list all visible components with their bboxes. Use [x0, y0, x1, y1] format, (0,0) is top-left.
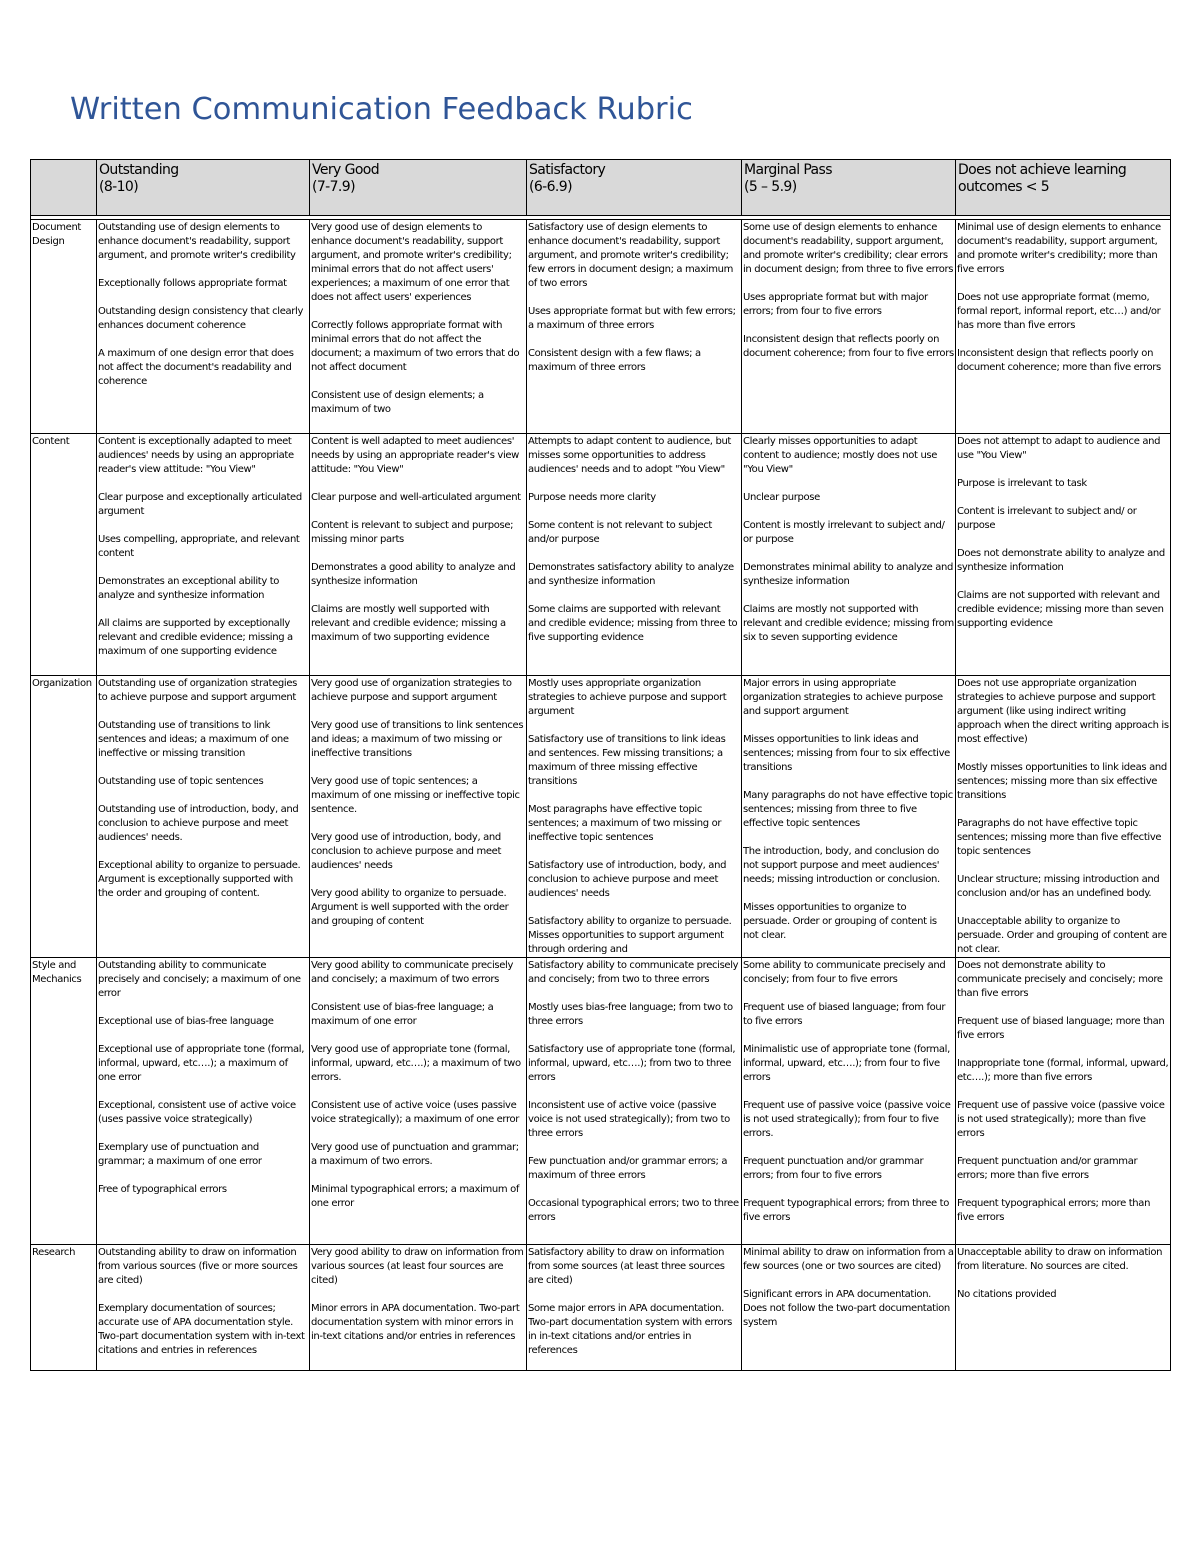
criterion-text: Many paragraphs do not have effective topic sentences; missing from three to five effective topic sentences [743, 790, 953, 829]
category-label: Style and Mechanics [32, 960, 82, 985]
level-name: Does not achieve learning outcomes < 5 [958, 162, 1127, 195]
criterion-text: Paragraphs do not have effective topic sentences; missing more than five effective topic sentences [957, 818, 1162, 857]
criterion-text: Few punctuation and/or grammar errors; a maximum of three errors [528, 1156, 728, 1181]
category-label: Document Design [32, 222, 82, 247]
criterion-text: Occasional typographical errors; two to three errors [528, 1198, 739, 1223]
criterion-text: Inappropriate tone (formal, informal, upward, etc….); more than five errors [957, 1058, 1169, 1083]
criterion-text: Very good ability to communicate precisely and concisely; a maximum of two errors [311, 960, 514, 985]
criterion-text: Some ability to communicate precisely and concisely; from four to five errors [743, 960, 946, 985]
criterion-text: Minor errors in APA documentation. Two-part documentation system with minor errors in in-text citations and/or entries in references [311, 1303, 520, 1342]
criterion-text: Outstanding design consistency that clearly enhances document coherence [98, 306, 304, 331]
level-name: Satisfactory [529, 162, 606, 178]
criterion-text: Outstanding ability to draw on information from various sources (five or more sources are cited) [98, 1247, 298, 1286]
criterion-text: Mostly uses bias-free language; from two to three errors [528, 1002, 733, 1027]
criterion-text: Exemplary documentation of sources; accurate use of APA documentation style. Two-part documentation system with in-text citations and entries in references [98, 1303, 305, 1356]
criterion-text: Satisfactory use of appropriate tone (formal, informal, upward, etc….); from two to three errors [528, 1044, 736, 1083]
criteria-list [311, 435, 525, 645]
criteria-list [98, 435, 308, 659]
level-name: Outstanding [99, 162, 179, 178]
criterion-text: Consistent design with a few flaws; a maximum of three errors [528, 348, 701, 373]
category-label: Content [32, 436, 70, 447]
criterion-text: Uses compelling, appropriate, and relevant content [98, 534, 300, 559]
criterion-text: Content is exceptionally adapted to meet audiences' needs by using an appropriate reader's view attitude: "You View" [98, 436, 294, 475]
criterion-text: Content is well adapted to meet audiences' needs by using an appropriate reader's view attitude: "You View" [311, 436, 520, 475]
criterion-text: Demonstrates an exceptional ability to analyze and synthesize information [98, 576, 280, 601]
criterion-text: Does not use appropriate format (memo, formal report, informal report, etc…) and/or has more than five errors [957, 292, 1161, 331]
category-cell [31, 1245, 97, 1371]
criterion-text: Outstanding use of design elements to enhance document's readability, support argument, and promote writer's credibility [98, 222, 296, 261]
criterion-text: Free of typographical errors [98, 1184, 227, 1195]
criterion-text: Minimal typographical errors; a maximum of one error [311, 1184, 520, 1209]
criteria-cell-very-good [310, 220, 527, 434]
criterion-text: Demonstrates minimal ability to analyze and synthesize information [743, 562, 954, 587]
criteria-list [311, 1246, 525, 1344]
criteria-list [98, 221, 308, 389]
criterion-text: Frequent punctuation and/or grammar errors; from four to five errors [743, 1156, 924, 1181]
criterion-text: Clearly misses opportunities to adapt content to audience; mostly does not use "You View" [743, 436, 938, 475]
criterion-text: Satisfactory use of transitions to link ideas and sentences. Few missing transitions; a maximum of three missing effective transitions [528, 734, 726, 787]
category-cell [31, 220, 97, 434]
criterion-text: Outstanding use of organization strategies to achieve purpose and support argument [98, 678, 298, 703]
criterion-text: Satisfactory ability to communicate precisely and concisely; from two to three errors [528, 960, 739, 985]
criterion-text: Major errors in using appropriate organization strategies to achieve purpose and support argument [743, 678, 943, 717]
criteria-cell-very-good [310, 676, 527, 958]
criterion-text: Very good use of topic sentences; a maximum of one missing or ineffective topic sentence. [311, 776, 520, 815]
criterion-text: Significant errors in APA documentation. Does not follow the two-part documentation system [743, 1289, 950, 1328]
criterion-text: Correctly follows appropriate format with minimal errors that do not affect the document; a maximum of two errors that do not affect document [311, 320, 520, 373]
criteria-list [98, 1246, 308, 1358]
level-range: (8-10) [99, 179, 139, 195]
criterion-text: Inconsistent design that reflects poorly on document coherence; from four to five errors [743, 334, 954, 359]
criterion-text: Minimal use of design elements to enhance document's readability, support argument, and promote writer's credibility; more than five errors [957, 222, 1161, 275]
criterion-text: Attempts to adapt content to audience, but misses some opportunities to address audiences' needs and to adopt "You View" [528, 436, 732, 475]
rubric-row-style-and-mechanics [31, 958, 1171, 1245]
criteria-list [311, 959, 525, 1211]
criterion-text: All claims are supported by exceptionally relevant and credible evidence; missing a maximum of one supporting evidence [98, 618, 293, 657]
criterion-text: Satisfactory use of introduction, body, and conclusion to achieve purpose and meet audiences' needs [528, 860, 727, 899]
level-range: (6-6.9) [529, 179, 572, 195]
criterion-text: Unacceptable ability to organize to persuade. Order and grouping of content are not clear. [957, 916, 1167, 955]
criterion-text: Consistent use of active voice (uses passive voice strategically); a maximum of one error [311, 1100, 520, 1125]
header-level-not-achieved [956, 160, 1171, 216]
criterion-text: Some content is not relevant to subject and/or purpose [528, 520, 712, 545]
criterion-text: Very good ability to organize to persuade. Argument is well supported with the order and grouping of content [311, 888, 509, 927]
criterion-text: Uses appropriate format but with major errors; from four to five errors [743, 292, 928, 317]
category-cell [31, 958, 97, 1245]
criterion-text: Misses opportunities to organize to persuade. Order or grouping of content is not clear. [743, 902, 937, 941]
level-name: Marginal Pass [744, 162, 832, 178]
criterion-text: Clear purpose and well-articulated argument [311, 492, 521, 503]
criteria-cell-outstanding [97, 434, 310, 676]
criterion-text: Very good use of organization strategies to achieve purpose and support argument [311, 678, 512, 703]
criterion-text: Very good use of introduction, body, and conclusion to achieve purpose and meet audiences' needs [311, 832, 502, 871]
criteria-list [98, 677, 308, 901]
criterion-text: Consistent use of bias-free language; a maximum of one error [311, 1002, 494, 1027]
criterion-text: Exceptional ability to organize to persuade. Argument is exceptionally supported with the order and grouping of content. [98, 860, 301, 899]
criteria-cell-marginal-pass [742, 1245, 956, 1371]
rubric-row-research [31, 1245, 1171, 1371]
rubric-row-content [31, 434, 1171, 676]
criterion-text: Claims are mostly well supported with relevant and credible evidence; missing a maximum of two supporting evidence [311, 604, 506, 643]
criterion-text: Unclear purpose [743, 492, 820, 503]
header-row [31, 160, 1171, 216]
criteria-list [528, 959, 740, 1225]
criterion-text: Frequent typographical errors; from three to five errors [743, 1198, 949, 1223]
criterion-text: Purpose is irrelevant to task [957, 478, 1087, 489]
criterion-text: Exceptional, consistent use of active voice (uses passive voice strategically) [98, 1100, 296, 1125]
criteria-cell-outstanding [97, 958, 310, 1245]
criteria-list [311, 221, 525, 417]
criterion-text: Does not attempt to adapt to audience and use "You View" [957, 436, 1161, 461]
criteria-cell-not-achieved [956, 1245, 1171, 1371]
criterion-text: Very good ability to draw on information from various sources (at least four sources are cited) [311, 1247, 524, 1286]
criteria-list [528, 221, 740, 375]
criterion-text: Very good use of transitions to link sentences and ideas; a maximum of two missing or ineffective transitions [311, 720, 524, 759]
criterion-text: Inconsistent use of active voice (passive voice is not used strategically); from two to three errors [528, 1100, 730, 1139]
criterion-text: Most paragraphs have effective topic sentences; a maximum of two missing or ineffective topic sentences [528, 804, 722, 843]
criterion-text: Exceptional use of bias-free language [98, 1016, 274, 1027]
criteria-cell-not-achieved [956, 434, 1171, 676]
criterion-text: Outstanding use of transitions to link sentences and ideas; a maximum of one ineffective or missing transition [98, 720, 289, 759]
criteria-list [311, 677, 525, 929]
criterion-text: Satisfactory ability to organize to persuade. Misses opportunities to support argument through ordering and [528, 916, 732, 955]
criterion-text: Frequent use of passive voice (passive voice is not used strategically); from four to five errors. [743, 1100, 951, 1139]
criterion-text: Minimal ability to draw on information from a few sources (one or two sources are cited) [743, 1247, 954, 1272]
criteria-list [528, 435, 740, 645]
criterion-text: Some claims are supported with relevant and credible evidence; missing from three to five supporting evidence [528, 604, 738, 643]
criteria-list [528, 677, 740, 957]
criteria-list [98, 959, 308, 1197]
header-level-satisfactory [527, 160, 742, 216]
criteria-cell-very-good [310, 434, 527, 676]
criterion-text: Satisfactory use of design elements to enhance document's readability, support argument, and promote writer's credibility; few errors in document design; a maximum of two errors [528, 222, 733, 289]
criterion-text: Very good use of appropriate tone (formal, informal, upward, etc….); a maximum of two errors. [311, 1044, 521, 1083]
page-title: Written Communication Feedback Rubric [70, 92, 693, 127]
header-level-very-good [310, 160, 527, 216]
criterion-text: The introduction, body, and conclusion do not support purpose and meet audiences' needs; missing introduction or conclusion. [743, 846, 940, 885]
criteria-cell-satisfactory [527, 434, 742, 676]
criterion-text: Claims are not supported with relevant and credible evidence; missing more than seven supporting evidence [957, 590, 1164, 629]
criterion-text: Frequent use of passive voice (passive voice is not used strategically); more than five errors [957, 1100, 1165, 1139]
criteria-cell-outstanding [97, 676, 310, 958]
criterion-text: Purpose needs more clarity [528, 492, 656, 503]
criteria-cell-not-achieved [956, 676, 1171, 958]
category-label: Research [32, 1247, 76, 1258]
criterion-text: Does not use appropriate organization strategies to achieve purpose and support argument (like using indirect writing approach when the direct writing approach is most effective) [957, 678, 1169, 745]
criterion-text: Frequent use of biased language; more than five errors [957, 1016, 1165, 1041]
criteria-list [743, 435, 954, 645]
criterion-text: Does not demonstrate ability to communicate precisely and concisely; more than five errors [957, 960, 1163, 999]
criterion-text: Very good use of design elements to enhance document's readability, support argument, and promote writer's credibility; minimal errors that do not affect users' experiences; a maximum of one error that does not affect users' experiences [311, 222, 512, 303]
criterion-text: Exceptional use of appropriate tone (formal, informal, upward, etc….); a maximum of one error [98, 1044, 305, 1083]
category-label: Organization [32, 678, 92, 689]
criterion-text: Some major errors in APA documentation. Two-part documentation system with errors in in-text citations and/or entries in references [528, 1303, 732, 1356]
criterion-text: Claims are mostly not supported with relevant and credible evidence; missing from six to seven supporting evidence [743, 604, 954, 643]
criterion-text: Very good use of punctuation and grammar; a maximum of two errors. [311, 1142, 519, 1167]
level-range: (7-7.9) [312, 179, 355, 195]
criterion-text: Content is relevant to subject and purpose; missing minor parts [311, 520, 514, 545]
criterion-text: Frequent typographical errors; more than five errors [957, 1198, 1151, 1223]
criterion-text: Clear purpose and exceptionally articulated argument [98, 492, 302, 517]
criterion-text: Unclear structure; missing introduction and conclusion and/or has an undefined body. [957, 874, 1160, 899]
criteria-cell-outstanding [97, 220, 310, 434]
criteria-list [743, 677, 954, 943]
level-name: Very Good [312, 162, 380, 178]
criteria-list [528, 1246, 740, 1358]
criterion-text: Outstanding ability to communicate precisely and concisely; a maximum of one error [98, 960, 301, 999]
criteria-list [957, 435, 1169, 631]
criterion-text: Demonstrates satisfactory ability to analyze and synthesize information [528, 562, 734, 587]
criterion-text: Frequent use of biased language; from four to five errors [743, 1002, 946, 1027]
category-cell [31, 676, 97, 958]
rubric-row-document-design [31, 220, 1171, 434]
criteria-cell-marginal-pass [742, 958, 956, 1245]
criterion-text: Outstanding use of topic sentences [98, 776, 264, 787]
criteria-cell-satisfactory [527, 676, 742, 958]
criteria-cell-satisfactory [527, 220, 742, 434]
criterion-text: Outstanding use of introduction, body, and conclusion to achieve purpose and meet audiences' needs. [98, 804, 299, 843]
criterion-text: Unacceptable ability to draw on information from literature. No sources are cited. [957, 1247, 1163, 1272]
criteria-cell-outstanding [97, 1245, 310, 1371]
header-corner-cell [31, 160, 97, 216]
criterion-text: Frequent punctuation and/or grammar errors; more than five errors [957, 1156, 1138, 1181]
criterion-text: Uses appropriate format but with few errors; a maximum of three errors [528, 306, 736, 331]
criteria-cell-very-good [310, 1245, 527, 1371]
criteria-list [957, 959, 1169, 1225]
criteria-cell-satisfactory [527, 958, 742, 1245]
rubric-table [30, 159, 1171, 1371]
criterion-text: Content is mostly irrelevant to subject and/ or purpose [743, 520, 945, 545]
criterion-text: Satisfactory ability to draw on information from some sources (at least three sources are cited) [528, 1247, 725, 1286]
criteria-cell-not-achieved [956, 220, 1171, 434]
criteria-cell-not-achieved [956, 958, 1171, 1245]
criteria-cell-marginal-pass [742, 220, 956, 434]
criterion-text: Consistent use of design elements; a maximum of two [311, 390, 484, 415]
criteria-list [957, 221, 1169, 375]
criterion-text: A maximum of one design error that does not affect the document's readability and coherence [98, 348, 294, 387]
criteria-list [743, 221, 954, 361]
criteria-list [743, 1246, 954, 1330]
criteria-cell-very-good [310, 958, 527, 1245]
category-cell [31, 434, 97, 676]
criterion-text: Demonstrates a good ability to analyze and synthesize information [311, 562, 516, 587]
criterion-text: Content is irrelevant to subject and/ or purpose [957, 506, 1137, 531]
criterion-text: Does not demonstrate ability to analyze and synthesize information [957, 548, 1165, 573]
criteria-list [957, 1246, 1169, 1302]
criteria-cell-marginal-pass [742, 676, 956, 958]
level-range: (5 – 5.9) [744, 179, 797, 195]
criteria-list [743, 959, 954, 1225]
criteria-cell-satisfactory [527, 1245, 742, 1371]
rubric-row-organization [31, 676, 1171, 958]
header-level-outstanding [97, 160, 310, 216]
criteria-cell-marginal-pass [742, 434, 956, 676]
criterion-text: Mostly misses opportunities to link ideas and sentences; missing more than six effective transitions [957, 762, 1167, 801]
criterion-text: No citations provided [957, 1289, 1057, 1300]
criterion-text: Exceptionally follows appropriate format [98, 278, 287, 289]
criterion-text: Inconsistent design that reflects poorly on document coherence; more than five errors [957, 348, 1161, 373]
header-level-marginal-pass [742, 160, 956, 216]
criterion-text: Mostly uses appropriate organization strategies to achieve purpose and support argument [528, 678, 727, 717]
criterion-text: Exemplary use of punctuation and grammar; a maximum of one error [98, 1142, 262, 1167]
criterion-text: Minimalistic use of appropriate tone (formal, informal, upward, etc….); from four to five errors [743, 1044, 950, 1083]
criterion-text: Misses opportunities to link ideas and sentences; missing from four to six effective transitions [743, 734, 950, 773]
criteria-list [957, 677, 1169, 957]
criterion-text: Some use of design elements to enhance document's readability, support argument, and promote writer's credibility; clear errors in document design; from three to five errors [743, 222, 954, 275]
